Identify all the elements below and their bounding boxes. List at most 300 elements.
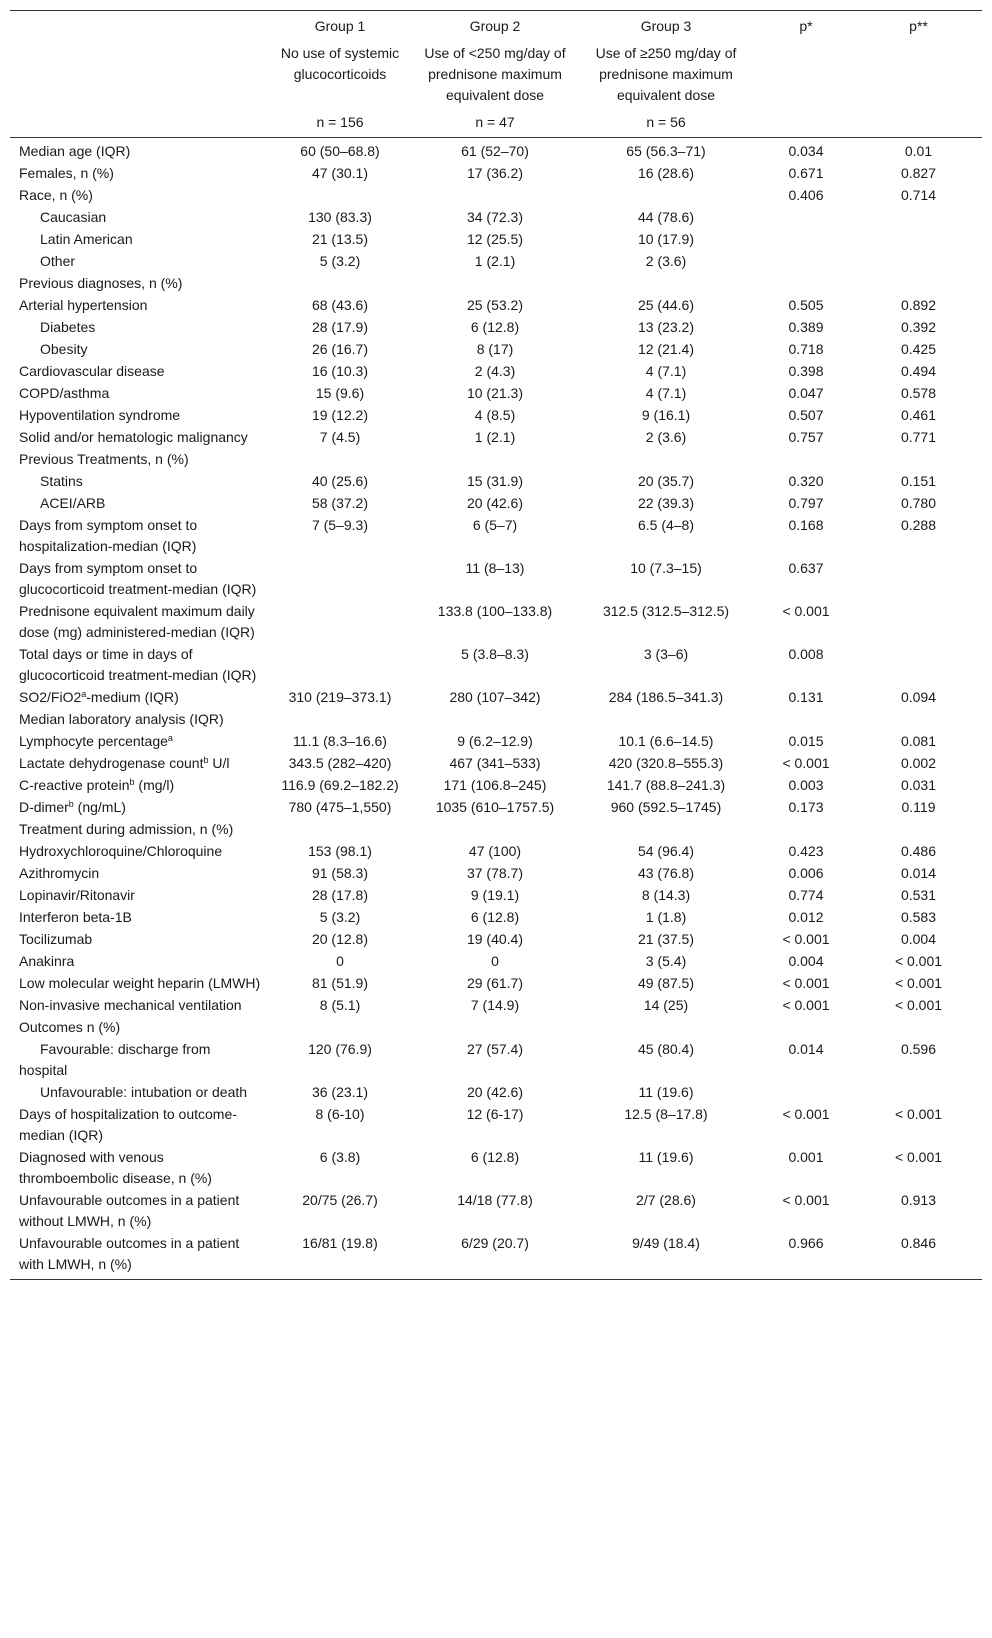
- row-label: [10, 1147, 265, 1190]
- group-2-value: 15 (31.9): [466, 473, 524, 489]
- group-3-value: 21 (37.5): [637, 931, 695, 947]
- group-1-value: 7 (4.5): [319, 429, 361, 445]
- row-label-suffix: -medium (IQR): [86, 689, 179, 705]
- p-value-1: 0.168: [788, 517, 824, 533]
- group-2-value: 2 (4.3): [474, 363, 516, 379]
- p-value-1: 0.637: [788, 560, 824, 576]
- group-2-value: 7 (14.9): [470, 997, 520, 1013]
- group-3-value: 54 (96.4): [637, 843, 695, 859]
- group-2-value: 280 (107–342): [449, 689, 541, 705]
- p-value-1: 0.507: [788, 407, 824, 423]
- row-label: [10, 973, 265, 995]
- group-3-value: [575, 449, 757, 471]
- row-label-text: COPD/asthma: [19, 385, 110, 401]
- p-value-2: 0.494: [900, 363, 937, 379]
- header-n-3: n = 56: [575, 112, 757, 138]
- group-3-value: 49 (87.5): [637, 975, 695, 991]
- row-label: [10, 841, 265, 863]
- p-value-1: 0.034: [788, 143, 824, 159]
- p-value-1: < 0.001: [782, 997, 830, 1013]
- group-1-value: 153 (98.1): [308, 843, 372, 859]
- group-2-value: 1 (2.1): [474, 429, 516, 445]
- table-row: [10, 163, 982, 185]
- table-row: [10, 775, 982, 797]
- table-row: [10, 951, 982, 973]
- group-2-value: 8 (17): [476, 341, 514, 357]
- group-3-value: 11 (19.6): [638, 1084, 694, 1100]
- table-row: [10, 295, 982, 317]
- row-label: [10, 138, 265, 164]
- table-row: [10, 383, 982, 405]
- row-label-text: Tocilizumab: [19, 931, 93, 947]
- header-description-3: Use of ≥250 mg/day of prednisone maximum equivalent dose: [595, 45, 737, 103]
- table-row: [10, 1190, 982, 1233]
- group-3-value: 12 (21.4): [637, 341, 695, 357]
- row-label-text: Days from symptom onset to glucocorticoid treatment-median (IQR): [19, 560, 257, 597]
- p-value-1: [757, 819, 855, 841]
- group-2-value: 0: [491, 953, 499, 969]
- group-3-value: 960 (592.5–1745): [610, 799, 722, 815]
- row-label: [10, 383, 265, 405]
- group-1-value: [265, 558, 415, 601]
- p-value-2: 0.425: [900, 341, 937, 357]
- p-value-2: 0.578: [900, 385, 937, 401]
- group-1-value: 28 (17.8): [311, 887, 369, 903]
- group-3-value: 1 (1.8): [645, 909, 687, 925]
- p-value-1: 0.012: [788, 909, 824, 925]
- group-3-value: 420 (320.8–555.3): [608, 755, 724, 771]
- group-3-value: 10.1 (6.6–14.5): [618, 733, 714, 749]
- group-3-value: [575, 1017, 757, 1039]
- table-row: [10, 339, 982, 361]
- table-row: [10, 493, 982, 515]
- row-label: [10, 515, 265, 558]
- group-3-value: 10 (7.3–15): [630, 560, 702, 576]
- row-label-text: Other: [40, 253, 76, 269]
- table-row: [10, 973, 982, 995]
- row-label-text: Total days or time in days of glucocorticoid treatment-median (IQR): [19, 646, 257, 683]
- group-1-value: 8 (5.1): [319, 997, 361, 1013]
- table-row: [10, 644, 982, 687]
- row-label: [10, 317, 265, 339]
- group-2-value: 17 (36.2): [466, 165, 524, 181]
- row-label-text: Arterial hypertension: [19, 297, 148, 313]
- p-value-1: 0.966: [757, 1233, 855, 1280]
- row-label-text: Statins: [40, 473, 83, 489]
- row-label: [10, 339, 265, 361]
- row-label-text: Treatment during admission, n (%): [19, 821, 234, 837]
- row-label-text: Lactate dehydrogenase count: [19, 755, 204, 771]
- group-3-value: 22 (39.3): [637, 495, 695, 511]
- row-label-text: Median laboratory analysis (IQR): [19, 711, 224, 727]
- row-label-text: Hypoventilation syndrome: [19, 407, 181, 423]
- p-value-2: 0.004: [900, 931, 937, 947]
- group-1-value: 81 (51.9): [311, 975, 369, 991]
- group-3-value: 65 (56.3–71): [626, 143, 706, 159]
- group-1-value: [265, 644, 415, 687]
- p-value-1: [757, 1017, 855, 1039]
- table-row: [10, 207, 982, 229]
- table-row: [10, 405, 982, 427]
- group-2-value: 133.8 (100–133.8): [437, 603, 553, 619]
- group-1-value: 8 (6-10): [315, 1106, 365, 1122]
- table-body: [10, 138, 982, 1280]
- row-label: [10, 361, 265, 383]
- p-value-2: [855, 601, 982, 644]
- header-group-3: Group 3: [575, 11, 757, 44]
- group-3-value: 12.5 (8–17.8): [624, 1106, 708, 1122]
- p-value-1: 0.774: [788, 887, 824, 903]
- group-2-value: 27 (57.4): [466, 1041, 524, 1057]
- p-value-1: [757, 1082, 855, 1104]
- group-1-value: 36 (23.1): [311, 1084, 369, 1100]
- table-row: [10, 317, 982, 339]
- table-row: [10, 1082, 982, 1104]
- p-value-2: [855, 819, 982, 841]
- table-row: [10, 273, 982, 295]
- p-value-2: 0.014: [900, 865, 937, 881]
- group-1-value: 20 (12.8): [311, 931, 369, 947]
- group-2-value: 14/18 (77.8): [457, 1192, 533, 1208]
- table-row: [10, 687, 982, 709]
- p-value-2: 0.031: [900, 777, 937, 793]
- footnote-marker: a: [167, 733, 173, 743]
- group-3-value: [575, 819, 757, 841]
- group-3-value: 14 (25): [643, 997, 689, 1013]
- row-label-text: Race, n (%): [19, 187, 93, 203]
- group-2-value: 37 (78.7): [466, 865, 524, 881]
- group-2-value: 61 (52–70): [461, 143, 529, 159]
- group-1-value: 7 (5–9.3): [311, 517, 369, 533]
- row-label: [10, 1017, 265, 1039]
- p-value-1: 0.008: [788, 646, 824, 662]
- table-row: [10, 601, 982, 644]
- group-3-value: 2 (3.6): [645, 429, 687, 445]
- group-3-value: 2/7 (28.6): [636, 1192, 696, 1208]
- p-value-1: [757, 709, 855, 731]
- p-value-1: 0.757: [788, 429, 824, 445]
- group-3-value: 284 (186.5–341.3): [608, 689, 724, 705]
- table-row: [10, 1147, 982, 1190]
- p-value-1: 0.389: [788, 319, 824, 335]
- p-value-1: [757, 449, 855, 471]
- group-1-value: 91 (58.3): [311, 865, 369, 881]
- row-label: [10, 558, 265, 601]
- p-value-2: 0.002: [900, 755, 937, 771]
- group-1-value: 68 (43.6): [311, 297, 369, 313]
- table-row: [10, 841, 982, 863]
- row-label-text: Diagnosed with venous thromboembolic disease, n (%): [19, 1149, 212, 1186]
- group-3-value: [575, 709, 757, 731]
- group-1-value: 60 (50–68.8): [300, 143, 380, 159]
- group-2-value: 34 (72.3): [466, 209, 524, 225]
- row-label-suffix: (mg/l): [134, 777, 175, 793]
- row-label-text: Favourable: discharge from hospital: [19, 1041, 211, 1078]
- footnote-marker: b: [129, 777, 135, 787]
- p-value-1: 0.015: [788, 733, 824, 749]
- row-label: [10, 229, 265, 251]
- p-value-2: 0.892: [900, 297, 937, 313]
- group-1-value: 310 (219–373.1): [288, 689, 392, 705]
- p-value-2: 0.771: [900, 429, 937, 445]
- row-label: [10, 687, 265, 709]
- p-value-1: 0.320: [788, 473, 824, 489]
- group-1-value: 11.1 (8.3–16.6): [293, 733, 387, 749]
- row-label-text: ACEI/ARB: [40, 495, 106, 511]
- group-1-value: 19 (12.2): [311, 407, 369, 423]
- group-2-value: [415, 709, 575, 731]
- row-label-suffix: U/l: [208, 755, 230, 771]
- p-value-2: 0.583: [900, 909, 937, 925]
- row-label: [10, 819, 265, 841]
- row-label-text: Lopinavir/Ritonavir: [19, 887, 135, 903]
- row-label: [10, 1104, 265, 1147]
- group-2-value: [415, 185, 575, 207]
- p-value-2: [855, 1017, 982, 1039]
- p-value-2: [855, 1082, 982, 1104]
- p-value-2: 0.288: [900, 517, 937, 533]
- row-label-text: Latin American: [40, 231, 133, 247]
- p-value-1: < 0.001: [782, 1192, 830, 1208]
- group-3-value: 11 (19.6): [638, 1149, 694, 1165]
- row-label-text: Low molecular weight heparin (LMWH): [19, 975, 261, 991]
- table-row: [10, 797, 982, 819]
- p-value-1: 0.797: [788, 495, 824, 511]
- row-label-text: Days from symptom onset to hospitalization-median (IQR): [19, 517, 198, 554]
- group-3-value: 43 (76.8): [637, 865, 695, 881]
- group-2-value: 5 (3.8–8.3): [461, 646, 529, 662]
- group-1-value: 16 (10.3): [311, 363, 369, 379]
- p-value-2: [855, 229, 982, 251]
- group-2-value: 6 (12.8): [470, 1149, 520, 1165]
- p-value-1: [757, 207, 855, 229]
- group-3-value: 9/49 (18.4): [575, 1233, 757, 1280]
- group-2-value: [415, 1017, 575, 1039]
- p-value-1: < 0.001: [782, 931, 830, 947]
- row-label: [10, 709, 265, 731]
- row-label-text: Days of hospitalization to outcome-median (IQR): [19, 1106, 237, 1143]
- results-table: [10, 10, 982, 1280]
- table-row: [10, 709, 982, 731]
- row-label-text: Outcomes n (%): [19, 1019, 121, 1035]
- row-label: [10, 207, 265, 229]
- table-row: [10, 907, 982, 929]
- p-value-1: 0.398: [788, 363, 824, 379]
- p-value-1: < 0.001: [782, 1106, 830, 1122]
- group-2-value: 1035 (610–1757.5): [435, 799, 555, 815]
- p-value-2: 0.596: [900, 1041, 937, 1057]
- p-value-2: 0.081: [900, 733, 937, 749]
- group-1-value: 20/75 (26.7): [302, 1192, 378, 1208]
- p-value-2: 0.846: [855, 1233, 982, 1280]
- p-value-2: 0.461: [900, 407, 937, 423]
- table-row: [10, 515, 982, 558]
- p-value-1: 0.173: [788, 799, 824, 815]
- row-label: [10, 644, 265, 687]
- row-label: [10, 1190, 265, 1233]
- group-3-value: 6.5 (4–8): [637, 517, 695, 533]
- table-row: [10, 427, 982, 449]
- row-label: [10, 405, 265, 427]
- header-n-1: n = 156: [265, 112, 415, 138]
- group-3-value: 312.5 (312.5–312.5): [602, 603, 730, 619]
- group-3-value: 4 (7.1): [645, 385, 687, 401]
- row-label-text: D-dimer: [19, 799, 69, 815]
- row-label-text: C-reactive protein: [19, 777, 130, 793]
- p-value-1: 0.131: [788, 689, 824, 705]
- row-label: [10, 163, 265, 185]
- row-label-suffix: (ng/mL): [73, 799, 126, 815]
- group-1-value: 120 (76.9): [308, 1041, 372, 1057]
- group-1-value: 343.5 (282–420): [288, 755, 392, 771]
- row-label-text: Hydroxychloroquine/Chloroquine: [19, 843, 223, 859]
- group-1-value: [265, 601, 415, 644]
- table-row: [10, 361, 982, 383]
- row-label-text: Interferon beta-1B: [19, 909, 132, 925]
- table-row: [10, 885, 982, 907]
- p-value-1: 0.014: [788, 1041, 824, 1057]
- p-value-1: 0.047: [788, 385, 824, 401]
- group-2-value: 6 (5–7): [472, 517, 518, 533]
- row-label-text: Cardiovascular disease: [19, 363, 165, 379]
- row-label: [10, 273, 265, 295]
- p-value-2: [855, 449, 982, 471]
- p-value-2: 0.119: [901, 799, 936, 815]
- p-value-2: < 0.001: [894, 997, 943, 1013]
- row-label: [10, 1082, 265, 1104]
- row-label-text: Previous Treatments, n (%): [19, 451, 189, 467]
- group-2-value: [415, 819, 575, 841]
- row-label: [10, 449, 265, 471]
- row-label: [10, 885, 265, 907]
- group-1-value: 58 (37.2): [311, 495, 369, 511]
- header-description-1: No use of systemic glucocorticoids: [280, 45, 400, 82]
- p-value-1: [757, 229, 855, 251]
- group-1-value: [265, 1017, 415, 1039]
- p-value-2: 0.392: [900, 319, 937, 335]
- row-label-text: Diabetes: [40, 319, 96, 335]
- p-value-1: 0.003: [788, 777, 824, 793]
- group-1-value: 15 (9.6): [315, 385, 365, 401]
- group-2-value: 19 (40.4): [466, 931, 524, 947]
- group-3-value: 3 (5.4): [645, 953, 687, 969]
- row-label-text: Unfavourable outcomes in a patient without LMWH, n (%): [19, 1192, 240, 1229]
- p-value-2: 0.780: [900, 495, 937, 511]
- group-1-value: 28 (17.9): [311, 319, 369, 335]
- row-label: [10, 251, 265, 273]
- row-label-text: Median age (IQR): [19, 143, 131, 159]
- group-1-value: 40 (25.6): [311, 473, 369, 489]
- p-value-2: 0.827: [900, 165, 937, 181]
- group-1-value: 6 (3.8): [319, 1149, 361, 1165]
- header-p-value-2: p**: [855, 11, 982, 44]
- group-1-value: 780 (475–1,550): [288, 799, 392, 815]
- p-value-1: 0.671: [788, 165, 824, 181]
- row-label: [10, 907, 265, 929]
- p-value-1: 0.006: [788, 865, 824, 881]
- header-description-2: Use of <250 mg/day of prednisone maximum equivalent dose: [424, 45, 566, 103]
- group-1-value: 5 (3.2): [319, 909, 361, 925]
- table-row: [10, 863, 982, 885]
- group-2-value: 20 (42.6): [466, 1084, 524, 1100]
- table-header: [10, 11, 982, 138]
- row-label: [10, 731, 265, 753]
- table-row: [10, 1233, 982, 1280]
- row-label-text: Females, n (%): [19, 165, 114, 181]
- row-label-text: Prednisone equivalent maximum daily dose (mg) administered-median (IQR): [19, 603, 255, 640]
- table-row: [10, 1039, 982, 1082]
- table-row: [10, 449, 982, 471]
- group-3-value: 16 (28.6): [637, 165, 695, 181]
- group-1-value: [265, 709, 415, 731]
- row-label: [10, 951, 265, 973]
- group-2-value: 9 (19.1): [470, 887, 520, 903]
- p-value-2: < 0.001: [894, 975, 943, 991]
- group-2-value: 29 (61.7): [466, 975, 524, 991]
- group-3-value: 4 (7.1): [645, 363, 687, 379]
- header-p-value-1: p*: [757, 11, 855, 44]
- p-value-2: 0.486: [900, 843, 937, 859]
- p-value-2: 0.531: [900, 887, 937, 903]
- group-3-value: 44 (78.6): [637, 209, 695, 225]
- group-2-value: [415, 449, 575, 471]
- row-label-text: Lymphocyte percentage: [19, 733, 168, 749]
- row-label: [10, 185, 265, 207]
- p-value-2: [855, 709, 982, 731]
- group-1-value: 130 (83.3): [308, 209, 372, 225]
- group-2-value: 12 (25.5): [466, 231, 524, 247]
- row-label: [10, 493, 265, 515]
- table-row: [10, 995, 982, 1017]
- p-value-1: 0.406: [788, 187, 824, 203]
- row-label: [10, 295, 265, 317]
- row-label: [10, 753, 265, 775]
- p-value-1: 0.001: [788, 1149, 824, 1165]
- group-2-value: [415, 273, 575, 295]
- row-label-text: Obesity: [40, 341, 88, 357]
- group-3-value: 20 (35.7): [637, 473, 695, 489]
- table-row: [10, 1104, 982, 1147]
- group-1-value: 5 (3.2): [319, 253, 361, 269]
- row-label-text: Non-invasive mechanical ventilation: [19, 997, 242, 1013]
- group-1-value: [265, 185, 415, 207]
- row-label: [10, 1039, 265, 1082]
- table-row: [10, 753, 982, 775]
- row-label-text: Unfavourable outcomes in a patient with LMWH, n (%): [19, 1235, 240, 1272]
- p-value-1: [757, 251, 855, 273]
- p-value-2: [855, 644, 982, 687]
- group-2-value: 12 (6-17): [466, 1106, 524, 1122]
- p-value-2: 0.094: [900, 689, 937, 705]
- group-2-value: 171 (106.8–245): [443, 777, 547, 793]
- group-3-value: 8 (14.3): [641, 887, 691, 903]
- p-value-1: 0.505: [788, 297, 824, 313]
- group-2-value: 47 (100): [468, 843, 522, 859]
- group-1-value: [265, 449, 415, 471]
- p-value-2: [855, 558, 982, 601]
- p-value-1: 0.718: [788, 341, 824, 357]
- group-1-value: 47 (30.1): [311, 165, 369, 181]
- table-row: [10, 929, 982, 951]
- row-label: [10, 775, 265, 797]
- header-group-1: Group 1: [265, 11, 415, 44]
- group-3-value: 141.7 (88.8–241.3): [606, 777, 726, 793]
- table-row: [10, 819, 982, 841]
- group-2-value: 25 (53.2): [466, 297, 524, 313]
- table-row: [10, 185, 982, 207]
- group-3-value: 13 (23.2): [637, 319, 695, 335]
- p-value-1: < 0.001: [782, 603, 830, 619]
